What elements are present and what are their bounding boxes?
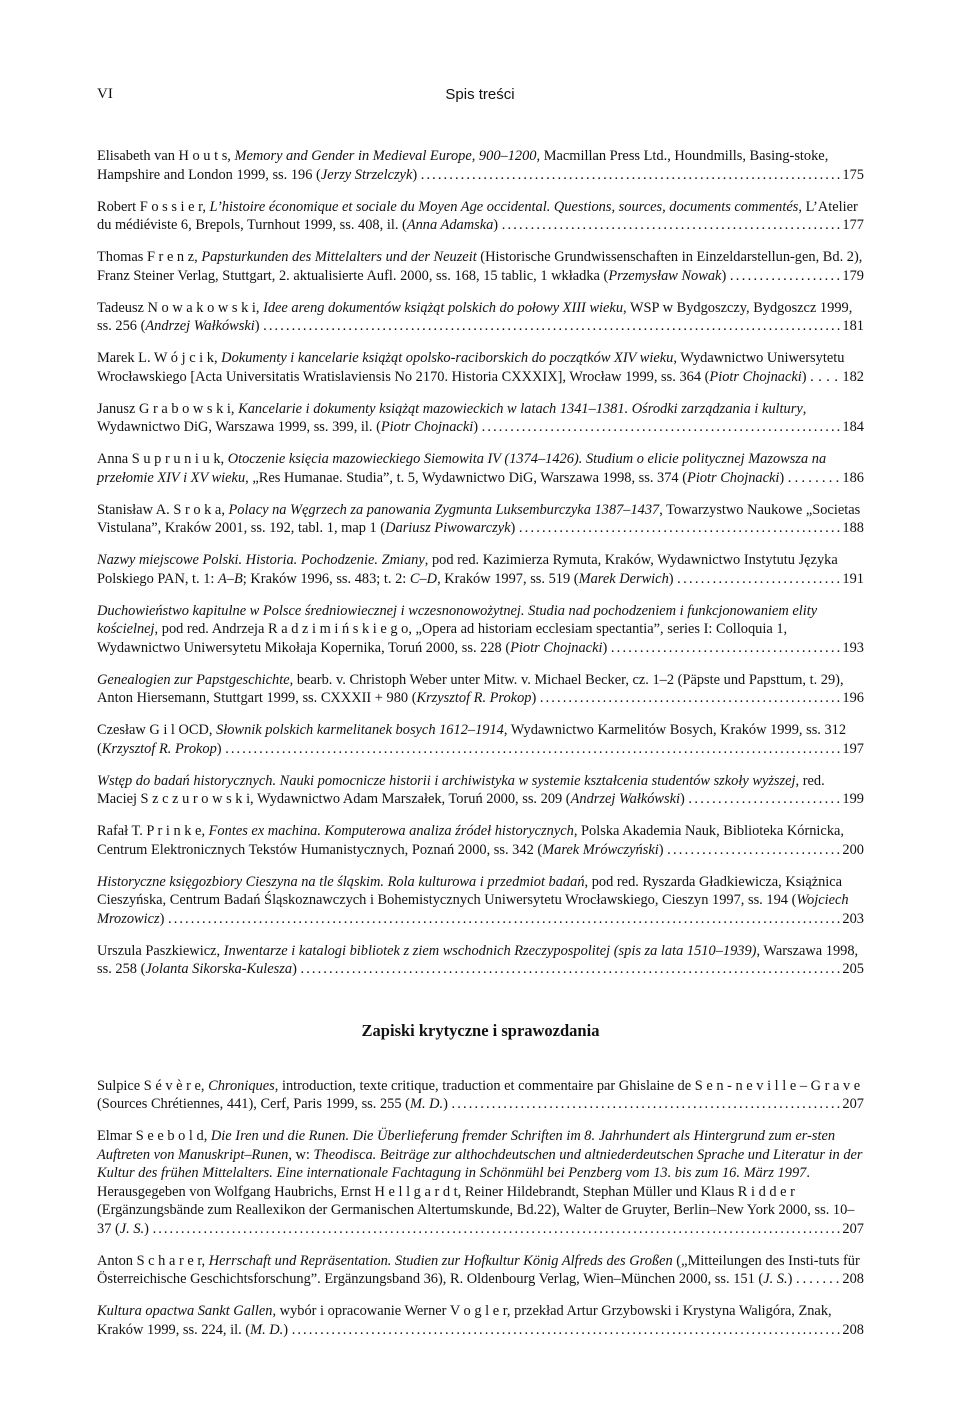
leader-dots: ................... <box>729 267 843 284</box>
running-head <box>97 86 863 108</box>
leader-dots: ...................................................................................................... <box>263 318 843 334</box>
toc-entry <box>97 602 864 658</box>
toc-entry <box>97 671 864 708</box>
toc-entry-text: Stanisław A. S r o k a, Polacy na Węgrzech za panowania Zygmunta Luksemburczyka 1387–1437, Towarzystwo Naukowe „Societas Vistulana”, Kraków 2001, ss. 192, tabl. 1, map 1 (Dariusz Piwowarczyk) <box>97 501 861 536</box>
toc-page-number: 184 <box>842 419 864 435</box>
toc-entry <box>97 873 864 929</box>
leader-dots: ....... <box>795 1271 843 1287</box>
toc-entry-text: Kultura opactwa Sankt Gallen, wybór i opracowanie Werner V o g l e r, przekład Artur Grzybowski i Krystyna Waligóra, Znak, Kraków 1999, ss. 224, il. (M. D.) <box>97 1303 832 1338</box>
toc-entry <box>97 772 864 809</box>
toc-entry <box>97 822 864 859</box>
toc-entry-text: Historyczne księgozbiory Cieszyna na tle śląskim. Rola kulturowa i przedmiot badań, pod red. Ryszarda Gładkiewicza, Książnica Cieszyńska, Centrum Badań Śląskoznawczych i Bohemistycznych Uniwersytetu Wrocławskiego, Cieszyn 1997, ss. 194 (Wojciech Mrozowicz) <box>97 873 849 927</box>
leader-dots: ....................................................................................................................... <box>168 910 843 927</box>
toc-entry <box>97 349 864 386</box>
toc-entry-text: Czesław G i l OCD, Słownik polskich karmelitanek bosych 1612–1914, Wydawnictwo Karmelitów Bosych, Kraków 1999, ss. 312 (Krzysztof R. Prokop) <box>97 722 847 757</box>
toc-entry <box>97 1252 864 1289</box>
toc-page-number: 193 <box>842 639 864 656</box>
toc-entry <box>97 1127 864 1238</box>
toc-page-number: 175 <box>842 166 864 183</box>
leader-dots: ........................................................... <box>501 217 843 233</box>
toc-page-number: 182 <box>842 368 864 385</box>
leader-dots: ........ <box>787 469 843 486</box>
leader-dots: ................................................................................................. <box>291 1321 843 1338</box>
toc-entry-text: Tadeusz N o w a k o w s k i, Idee areng dokumentów książąt polskich do połowy XIII wieku, WSP w Bydgoszczy, Bydgoszcz 1999, ss. 256 (Andrzej Wałkówski) <box>97 299 853 334</box>
leader-dots: .......................................................................................................................... <box>152 1220 843 1237</box>
leader-dots: ........................................................ <box>518 520 843 536</box>
leader-dots: .............................. <box>667 841 843 858</box>
toc-entry-text: Sulpice S é v è r e, Chroniques, introduction, texte critique, traduction et commentaire par Ghislaine de S e n - n e v i l l e – G r a v e (Sources Chrétiennes, 441), Cerf, Paris 1999, ss. 255 (M. D.) <box>97 1077 861 1112</box>
toc-entry-text: Thomas F r e n z, Papsturkunden des Mittelalters und der Neuzeit (Historische Grundwissenschaften in Einzeldarstellun-gen, Bd. 2), Franz Steiner Verlag, Stuttgart, 2. aktualisierte Aufl. 2000, ss. 168, 15 tablic, 1 wkładka (Przemysław Nowak) <box>97 249 863 284</box>
toc-entry <box>97 551 864 588</box>
toc-entry-text: Marek L. W ó j c i k, Dokumenty i kancelarie książąt opolsko-raciborskich do początków XIV wieku, Wydawnictwo Uniwersytetu Wrocławskiego [Acta Universitatis Wratislaviensis No 2170. Historia CXXXIX], Wrocław 1999, ss. 364 (Piotr Chojnacki) <box>97 350 845 385</box>
toc-entry-text: Rafał T. P r i n k e, Fontes ex machina. Komputerowa analiza źródeł historycznych, Polska Akademia Nauk, Biblioteka Kórnicka, Centrum Elektronicznych Tekstów Humanistycznych, Poznań 2000, ss. 342 (Marek Mrówczyński) <box>97 823 844 858</box>
table-of-contents <box>97 147 864 1353</box>
toc-page-number: 181 <box>842 318 864 334</box>
toc-entry-text: Anton S c h a r e r, Herrschaft und Repräsentation. Studien zur Hofkultur König Alfreds des Großen („Mitteilungen des Insti-tuts für Österreichische Geschichtsforschung”. Ergänzungsband 36), R. Oldenbourg Verlag, Wien–München 2000, ss. 151 (J. S.) <box>97 1252 860 1287</box>
toc-entry <box>97 721 864 758</box>
toc-entry <box>97 450 864 487</box>
toc-page-number: 188 <box>842 520 864 536</box>
toc-page-number: 197 <box>842 740 864 757</box>
toc-page-number: 179 <box>842 267 864 284</box>
toc-entry <box>97 1077 864 1114</box>
toc-page-number: 177 <box>842 217 864 233</box>
toc-entry-text: Anna S u p r u n i u k, Otoczenie księcia mazowieckiego Siemowita IV (1374–1426). Studium o elicie politycznej Mazowsza na przełomie XIV i XV wieku, „Res Humanae. Studia”, t. 5, Wydawnictwo DiG, Warszawa 1998, ss. 374 (Piotr Chojnacki) <box>97 451 827 486</box>
leader-dots: ............................................................... <box>481 419 843 435</box>
toc-page-number: 205 <box>842 961 864 977</box>
toc-entry-text: Genealogien zur Papstgeschichte, bearb. v. Christoph Weber unter Mitw. v. Michael Becker, cz. 1–2 (Päpste und Papsttum, t. 29), Anton Hiersemann, Stuttgart 1999, ss. CXXXII + 980 (Krzysztof R. Prokop) <box>97 671 844 706</box>
toc-page-number: 203 <box>842 910 864 927</box>
leader-dots: .................................................................... <box>451 1096 843 1112</box>
toc-page-number: 199 <box>842 791 864 807</box>
toc-entry-text: Elmar S e e b o l d, Die Iren und die Runen. Die Überlieferung fremder Schriften im 8. Jahrhundert als Hintergrund zum er-sten Auftreten von Manuskript–Runen, w: Theodisca. Beiträge zur althochdeutschen und altniederdeutschen Sprache und Literatur in der Kultur des frühen Mittelalters. Eine internationale Fachtagung in Schönmühl bei Penzberg vom 13. bis zum 16. März 1997. Herausgegeben von Wolfgang Haubrichs, Ernst H e l l g a r d t, Reiner Hildebrandt, Stephan Müller und Klaus R i d d e r (Ergänzungsbände zum Reallexikon der Germanischen Altertumskunde, Bd.22), Walter de Gruyter, Berlin–New York 2000, ss. 10–37 (J. S.) <box>97 1128 863 1237</box>
entry-list-notes <box>97 1077 864 1340</box>
running-title: Spis treści <box>445 86 515 103</box>
toc-page-number: 200 <box>842 841 864 858</box>
toc-entry <box>97 400 864 437</box>
toc-entry <box>97 299 864 336</box>
toc-entry-text: Elisabeth van H o u t s, Memory and Gender in Medieval Europe, 900–1200, Macmillan Press Ltd., Houndmills, Basing-stoke, Hampshire and London 1999, ss. 196 (Jerzy Strzelczyk) <box>97 148 829 183</box>
toc-entry <box>97 198 864 235</box>
toc-entry-text: Urszula Paszkiewicz, Inwentarze i katalogi bibliotek z ziem wschodnich Rzeczypospolitej (spis za lata 1510–1939), Warszawa 1998, ss. 258 (Jolanta Sikorska-Kulesza) <box>97 942 859 977</box>
leader-dots: ............................ <box>677 570 843 587</box>
toc-entry-text: Wstęp do badań historycznych. Nauki pomocnicze historii i archiwistyka w systemie kształcenia studentów szkoły wyższej, red. Maciej S z c z u r o w s k i, Wydawnictwo Adam Marszałek, Toruń 2000, ss. 209 (Andrzej Wałkówski) <box>97 772 825 807</box>
leader-dots: ............................................................................................... <box>300 961 843 977</box>
toc-entry <box>97 248 864 285</box>
toc-entry-text: Nazwy miejscowe Polski. Historia. Pochodzenie. Zmiany, pod red. Kazimierza Rymuta, Kraków, Wydawnictwo Instytutu Języka Polskiego PAN, t. 1: A–B; Kraków 1996, ss. 483; t. 2: C–D, Kraków 1997, ss. 519 (Marek Derwich) <box>97 552 838 587</box>
toc-entry <box>97 501 864 538</box>
toc-page-number: 186 <box>842 469 864 486</box>
toc-entry-text: Robert F o s s i e r, L’histoire économique et sociale du Moyen Age occidental. Questions, sources, documents commentés, L’Atelier du médiéviste 6, Brepols, Turnhout 1999, ss. 408, il. (Anna Adamska) <box>97 198 858 233</box>
toc-page-number: 191 <box>842 570 864 587</box>
leader-dots: ..................................................... <box>539 690 843 706</box>
toc-page-number: 208 <box>842 1321 864 1338</box>
page-number: VI <box>97 86 113 102</box>
leader-dots: .... <box>810 368 843 385</box>
toc-page-number: 196 <box>842 690 864 706</box>
section-heading: Zapiski krytyczne i sprawozdania <box>361 1020 600 1040</box>
toc-entry-text: Duchowieństwo kapitulne w Polsce średniowiecznej i wczesnonowożytnej. Studia nad pochodzeniem i funkcjonowaniem elity kościelnej, pod red. Andrzeja R a d z i m i ń s k i e g o, „Opera ad historiam ecclesiam spectantia”, series I: Colloquia 1, Wydawnictwo Uniwersytetu Mikołaja Kopernika, Toruń 2000, ss. 228 (Piotr Chojnacki) <box>97 602 818 656</box>
toc-entry <box>97 147 864 184</box>
toc-page-number: 207 <box>842 1220 864 1237</box>
leader-dots: ........................................ <box>610 639 843 656</box>
toc-entry-text: Janusz G r a b o w s k i, Kancelarie i dokumenty książąt mazowieckich w latach 1341–1381. Ośrodki zarządzania i kultury, Wydawnictwo DiG, Warszawa 1999, ss. 399, il. (Piotr Chojnacki) <box>97 400 807 435</box>
toc-entry <box>97 1302 864 1339</box>
toc-page-number: 207 <box>842 1096 864 1112</box>
leader-dots: ............................................................................................................. <box>225 740 843 757</box>
leader-dots: .......................................................................... <box>420 166 843 183</box>
entry-list-reviews <box>97 147 864 979</box>
leader-dots: .......................... <box>688 791 843 807</box>
toc-page-number: 208 <box>842 1271 864 1287</box>
toc-entry <box>97 942 864 979</box>
